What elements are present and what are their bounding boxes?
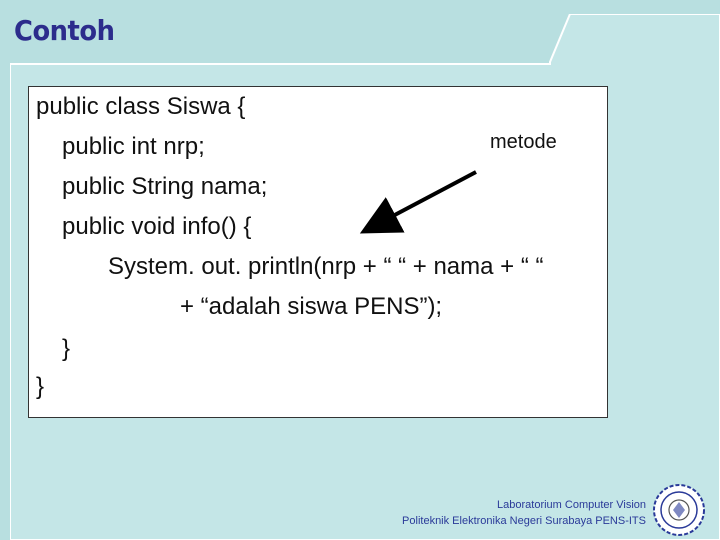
code-line-class-close: }: [36, 373, 45, 400]
code-line-nrp: public int nrp;: [62, 133, 205, 160]
code-line-method-close: }: [62, 335, 71, 362]
code-line-class: public class Siswa {: [36, 93, 246, 120]
code-line-method: public void info() {: [62, 213, 252, 240]
code-line-nama: public String nama;: [62, 173, 268, 200]
footer-lab-name: Laboratorium Computer Vision: [497, 499, 646, 511]
code-line-println: System. out. println(nrp + “ “ + nama + “ “: [108, 253, 544, 280]
footer: [402, 497, 646, 529]
annotation-label: metode: [490, 131, 557, 153]
code-line-println-cont: + “adalah siswa PENS”);: [180, 293, 443, 320]
slide-title: Contoh: [14, 14, 115, 47]
footer-institution: Politeknik Elektronika Negeri Surabaya PENS-ITS: [402, 515, 646, 527]
logo-icon: [651, 482, 707, 538]
